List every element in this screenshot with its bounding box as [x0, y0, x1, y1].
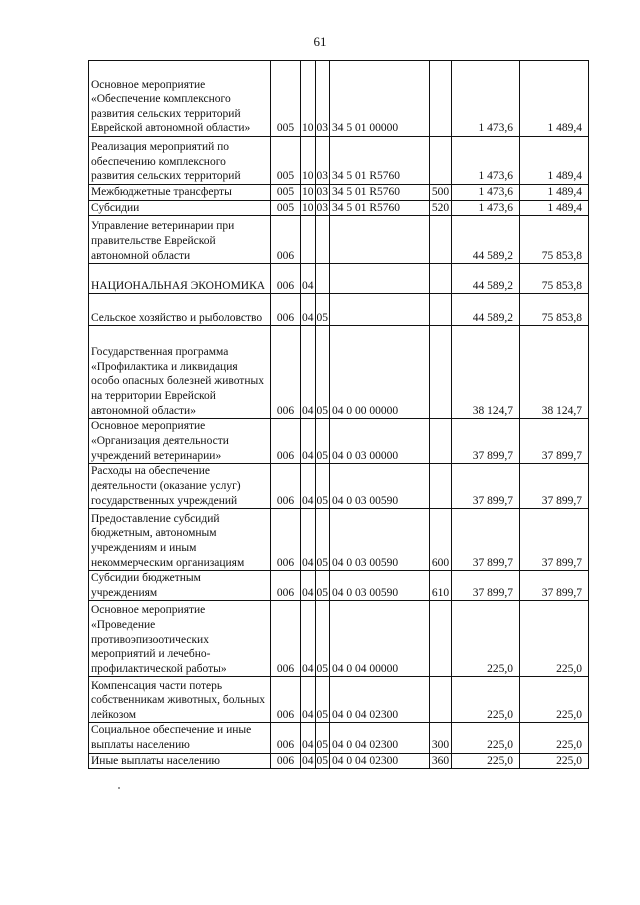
- ministry-code: 006: [271, 509, 301, 571]
- row-name: Государственная программа «Профилактика и ликвидация особо опасных болезней животных на территории Еврейской автономной области»: [89, 326, 271, 419]
- section-code: 10: [301, 61, 316, 137]
- target-article-code: 34 5 01 R5760: [330, 185, 430, 201]
- subsection-code: 05: [315, 753, 330, 769]
- expense-type-code: [430, 61, 452, 137]
- expense-type-code: [430, 464, 452, 509]
- amount-year-2: 75 853,8: [520, 264, 589, 294]
- row-name: Управление ветеринарии при правительстве Еврейской автономной области: [89, 216, 271, 264]
- target-article-code: [330, 264, 430, 294]
- table-row: [89, 753, 589, 769]
- table-row: [89, 464, 589, 509]
- expense-type-code: [430, 419, 452, 464]
- expense-type-code: [430, 294, 452, 326]
- target-article-code: 04 0 03 00590: [330, 571, 430, 601]
- target-article-code: 34 5 01 R5760: [330, 200, 430, 216]
- target-article-code: 04 0 00 00000: [330, 326, 430, 419]
- expense-type-code: [430, 326, 452, 419]
- amount-year-1: 44 589,2: [452, 216, 520, 264]
- amount-year-2: 225,0: [520, 601, 589, 677]
- amount-year-1: 1 473,6: [452, 200, 520, 216]
- target-article-code: 04 0 04 02300: [330, 677, 430, 723]
- table-row: [89, 601, 589, 677]
- amount-year-1: 225,0: [452, 601, 520, 677]
- target-article-code: [330, 294, 430, 326]
- target-article-code: 04 0 04 02300: [330, 723, 430, 753]
- table-row: [89, 185, 589, 201]
- ministry-code: 006: [271, 464, 301, 509]
- section-code: 04: [301, 677, 316, 723]
- subsection-code: 05: [315, 677, 330, 723]
- target-article-code: 04 0 04 00000: [330, 601, 430, 677]
- amount-year-2: 37 899,7: [520, 571, 589, 601]
- amount-year-1: 38 124,7: [452, 326, 520, 419]
- subsection-code: 05: [315, 419, 330, 464]
- section-code: 10: [301, 200, 316, 216]
- amount-year-1: 37 899,7: [452, 464, 520, 509]
- amount-year-2: 75 853,8: [520, 294, 589, 326]
- row-name: Сельское хозяйство и рыболовство: [89, 294, 271, 326]
- row-name: Основное мероприятие «Обеспечение комплексного развития сельских территорий Еврейской автономной области»: [89, 61, 271, 137]
- target-article-code: [330, 216, 430, 264]
- amount-year-1: 225,0: [452, 753, 520, 769]
- amount-year-1: 37 899,7: [452, 571, 520, 601]
- table-row: [89, 200, 589, 216]
- subsection-code: 05: [315, 509, 330, 571]
- section-code: 04: [301, 419, 316, 464]
- amount-year-2: 1 489,4: [520, 137, 589, 185]
- expense-type-code: 520: [430, 200, 452, 216]
- subsection-code: 05: [315, 723, 330, 753]
- target-article-code: 04 0 04 02300: [330, 753, 430, 769]
- amount-year-1: 225,0: [452, 723, 520, 753]
- table-row: [89, 677, 589, 723]
- row-name: Основное мероприятие «Организация деятельности учреждений ветеринарии»: [89, 419, 271, 464]
- amount-year-1: 37 899,7: [452, 509, 520, 571]
- row-name: Расходы на обеспечение деятельности (оказание услуг) государственных учреждений: [89, 464, 271, 509]
- ministry-code: 006: [271, 571, 301, 601]
- subsection-code: [315, 264, 330, 294]
- amount-year-2: 75 853,8: [520, 216, 589, 264]
- ministry-code: 006: [271, 601, 301, 677]
- subsection-code: 03: [315, 200, 330, 216]
- amount-year-2: 1 489,4: [520, 200, 589, 216]
- scan-speck: [118, 787, 120, 789]
- amount-year-2: 38 124,7: [520, 326, 589, 419]
- expense-type-code: [430, 677, 452, 723]
- amount-year-1: 1 473,6: [452, 61, 520, 137]
- expense-type-code: 500: [430, 185, 452, 201]
- table-row: [89, 61, 589, 137]
- ministry-code: 006: [271, 216, 301, 264]
- section-code: 04: [301, 601, 316, 677]
- row-name: Субсидии бюджетным учреждениям: [89, 571, 271, 601]
- section-code: 04: [301, 326, 316, 419]
- table-row: [89, 419, 589, 464]
- subsection-code: 03: [315, 61, 330, 137]
- amount-year-2: 37 899,7: [520, 509, 589, 571]
- expense-type-code: 300: [430, 723, 452, 753]
- row-name: Компенсация части потерь собственникам животных, больных лейкозом: [89, 677, 271, 723]
- amount-year-1: 225,0: [452, 677, 520, 723]
- expense-type-code: 360: [430, 753, 452, 769]
- expense-type-code: 600: [430, 509, 452, 571]
- amount-year-2: 37 899,7: [520, 419, 589, 464]
- subsection-code: 05: [315, 571, 330, 601]
- amount-year-2: 225,0: [520, 753, 589, 769]
- section-code: 04: [301, 723, 316, 753]
- amount-year-2: 225,0: [520, 723, 589, 753]
- ministry-code: 005: [271, 61, 301, 137]
- row-name: Иные выплаты населению: [89, 753, 271, 769]
- subsection-code: 05: [315, 464, 330, 509]
- ministry-code: 006: [271, 264, 301, 294]
- expense-type-code: [430, 264, 452, 294]
- ministry-code: 005: [271, 185, 301, 201]
- row-name: Реализация мероприятий по обеспечению комплексного развития сельских территорий: [89, 137, 271, 185]
- subsection-code: 05: [315, 326, 330, 419]
- row-name: Субсидии: [89, 200, 271, 216]
- subsection-code: 03: [315, 185, 330, 201]
- amount-year-1: 37 899,7: [452, 419, 520, 464]
- row-name: НАЦИОНАЛЬНАЯ ЭКОНОМИКА: [89, 264, 271, 294]
- target-article-code: 04 0 03 00590: [330, 509, 430, 571]
- table-row: [89, 216, 589, 264]
- section-code: 04: [301, 509, 316, 571]
- row-name: Основное мероприятие «Проведение противоэпизоотических мероприятий и лечебно-профилактической работы»: [89, 601, 271, 677]
- ministry-code: 006: [271, 723, 301, 753]
- expense-type-code: [430, 601, 452, 677]
- table-row: [89, 326, 589, 419]
- row-name: Социальное обеспечение и иные выплаты населению: [89, 723, 271, 753]
- section-code: 04: [301, 264, 316, 294]
- amount-year-2: 1 489,4: [520, 185, 589, 201]
- amount-year-2: 37 899,7: [520, 464, 589, 509]
- amount-year-1: 44 589,2: [452, 294, 520, 326]
- subsection-code: [315, 216, 330, 264]
- table-row: [89, 509, 589, 571]
- ministry-code: 005: [271, 137, 301, 185]
- target-article-code: 34 5 01 00000: [330, 61, 430, 137]
- expense-type-code: [430, 216, 452, 264]
- amount-year-1: 1 473,6: [452, 137, 520, 185]
- target-article-code: 34 5 01 R5760: [330, 137, 430, 185]
- table-row: [89, 723, 589, 753]
- ministry-code: 006: [271, 326, 301, 419]
- amount-year-2: 225,0: [520, 677, 589, 723]
- ministry-code: 006: [271, 753, 301, 769]
- amount-year-1: 1 473,6: [452, 185, 520, 201]
- section-code: 10: [301, 185, 316, 201]
- section-code: 10: [301, 137, 316, 185]
- subsection-code: 05: [315, 294, 330, 326]
- table-row: [89, 571, 589, 601]
- row-name: Предоставление субсидий бюджетным, автономным учреждениям и иным некоммерческим организациям: [89, 509, 271, 571]
- ministry-code: 006: [271, 677, 301, 723]
- ministry-code: 006: [271, 294, 301, 326]
- section-code: 04: [301, 294, 316, 326]
- section-code: 04: [301, 464, 316, 509]
- ministry-code: 006: [271, 419, 301, 464]
- budget-table: [88, 60, 589, 769]
- amount-year-2: 1 489,4: [520, 61, 589, 137]
- table-row: [89, 264, 589, 294]
- section-code: 04: [301, 571, 316, 601]
- expense-type-code: 610: [430, 571, 452, 601]
- page-number: 61: [313, 34, 327, 49]
- row-name: Межбюджетные трансферты: [89, 185, 271, 201]
- target-article-code: 04 0 03 00590: [330, 464, 430, 509]
- subsection-code: 03: [315, 137, 330, 185]
- target-article-code: 04 0 03 00000: [330, 419, 430, 464]
- table-row: [89, 137, 589, 185]
- ministry-code: 005: [271, 200, 301, 216]
- expense-type-code: [430, 137, 452, 185]
- table-row: [89, 294, 589, 326]
- section-code: [301, 216, 316, 264]
- section-code: 04: [301, 753, 316, 769]
- amount-year-1: 44 589,2: [452, 264, 520, 294]
- subsection-code: 05: [315, 601, 330, 677]
